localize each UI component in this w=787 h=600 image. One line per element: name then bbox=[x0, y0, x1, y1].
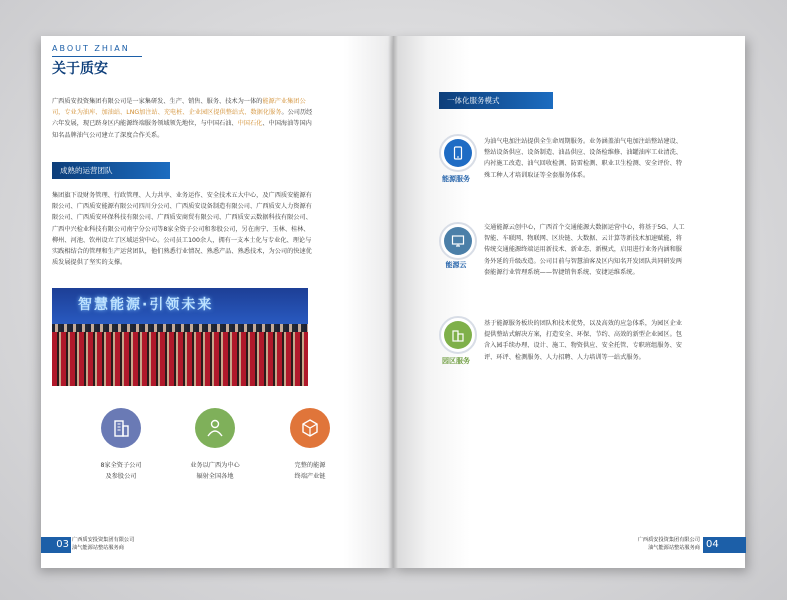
feature-2-line1: 业务以广西为中心 bbox=[190, 462, 240, 469]
footer-right-line1: 广西质安投资集团有限公司 bbox=[637, 537, 700, 543]
service-text-3: 基于能源服务板块的团队和技术优势，以及高效的应急体系，为园区企业提供整站式解决方案，打造安全、环保、节约、高效的新型企业园区。包含入园手续办理、设计、施工、物资供应、安全托管、专职班组服务、安评、环评、检测服务、人力招聘、人力培训等一站式服务。 bbox=[484, 320, 682, 361]
monitor-icon-fill bbox=[444, 227, 472, 255]
buildings-icon-fill bbox=[444, 321, 472, 349]
feature-2-line2: 辐射全国各地 bbox=[196, 473, 234, 480]
feature-caption-2 bbox=[160, 460, 270, 482]
feature-1-line1: 8家全资子公司 bbox=[100, 462, 142, 469]
footer-left-line1: 广西质安投资集团有限公司 bbox=[72, 537, 135, 543]
intro-paragraph bbox=[52, 96, 314, 141]
service-label-1: 能源服务 bbox=[442, 175, 470, 183]
page-title: 关于质安 bbox=[52, 61, 108, 77]
service-label-2: 能源云 bbox=[445, 261, 467, 269]
intro-part-4: 中国石化 bbox=[237, 120, 263, 128]
footer-right bbox=[620, 537, 700, 552]
intro-part-1: 广西质安投资集团有限公司是一家集研发、生产、销售、服务、技术为一体的 bbox=[52, 98, 263, 105]
group-photo bbox=[52, 288, 308, 386]
feature-3-line2: 终端产业链 bbox=[294, 473, 326, 480]
feature-caption-3 bbox=[255, 460, 365, 482]
team-paragraph: 集团旗下设财务管理、行政管理、人力共享、业务运作、安全技术五大中心，及广西质安能源有限公司、广西质安能源有限公司四川分公司、广西质安设备制造有限公司、广西质安人力资源有限公司、广西质安环保科技有限公司、广西质安商贸有限公司、广西质安云数据科技有限公司、广西中兴检业科技有限公司南宁分公司等8家全资子公司和参股公司，另在南宁、玉林、桂林、柳州、河池、钦州设立了区域运营中心。公司员工100余人，拥有一支本土化与专业化、理论与实践相结合的管理和生产运营团队，他们熟悉行业情况、熟悉产品、熟悉技术，为公司的快速优质发展提供了坚实的支撑。 bbox=[52, 192, 312, 267]
service-label-3: 园区服务 bbox=[442, 357, 470, 365]
footer-left bbox=[72, 537, 134, 552]
photo-crowd-front bbox=[52, 332, 308, 386]
phone-icon bbox=[439, 134, 477, 172]
page-number-left: 03 bbox=[41, 537, 71, 553]
section-title: 成熟的运营团队 bbox=[60, 166, 113, 175]
buildings-icon bbox=[439, 316, 477, 354]
monitor-icon bbox=[439, 222, 477, 260]
book-spine bbox=[388, 36, 398, 568]
page-number-right: 04 bbox=[703, 537, 746, 553]
about-label: ABOUT ZHIAN bbox=[52, 44, 130, 53]
people-icon bbox=[195, 408, 235, 448]
service-text-2: 交通能源云创中心，广西首个交通能源大数据运营中心，将基于5G、人工智能、车联网、物联网、区块链、大数据、云计算等新技术加速赋能，将传统交通能源终端运用新技术、新业态、新模式，启用进行业务内涵和服务外延的升级改造。公司目前与智慧油客及区内知名开发团队共同研发两套能源行业管理系统——智捷销售系统、安捷运维系统。 bbox=[484, 224, 685, 276]
phone-icon-fill bbox=[444, 139, 472, 167]
building-icon bbox=[101, 408, 141, 448]
service-text-1: 为油气电加注站提供全生命周期服务。业务涵盖油气电加注站整站建设、整站设备供应、设备制造、油品供应、设备检维修、油罐油库工业清洗、内衬施工改造、油气回收检测、防雷检测、职业卫生检测、安全评价、特殊工种人才培训取证等全套服务体系。 bbox=[484, 138, 682, 179]
section-header-team bbox=[52, 162, 170, 179]
section-header-service bbox=[439, 92, 553, 109]
right-page bbox=[393, 36, 745, 568]
photo-banner: 智慧能源·引领未来 bbox=[78, 297, 214, 313]
intro-part-5: 、中国海油等国内知名品牌油气公司建立了深度合作关系。 bbox=[52, 120, 312, 139]
about-underline bbox=[52, 56, 142, 57]
feature-1-line2: 及参股公司 bbox=[105, 473, 137, 480]
cube-icon bbox=[290, 408, 330, 448]
intro-part-2: 能源产业集团公司，专业为油库、加油站、LNG加注站、充电桩、企业园区提供整站式、数据化服务 bbox=[52, 98, 306, 117]
footer-right-line2: 油气能源站整站服务商 bbox=[648, 544, 700, 551]
footer-left-line2: 油气能源站整站服务商 bbox=[72, 544, 124, 551]
feature-3-line1: 完整的能源 bbox=[294, 462, 326, 469]
intro-part-3: 。公司历经六年发展，现已跻身区内能源终端服务领域领先地位，与中国石油、 bbox=[52, 109, 313, 128]
service-section-title: 一体化服务模式 bbox=[447, 96, 500, 105]
